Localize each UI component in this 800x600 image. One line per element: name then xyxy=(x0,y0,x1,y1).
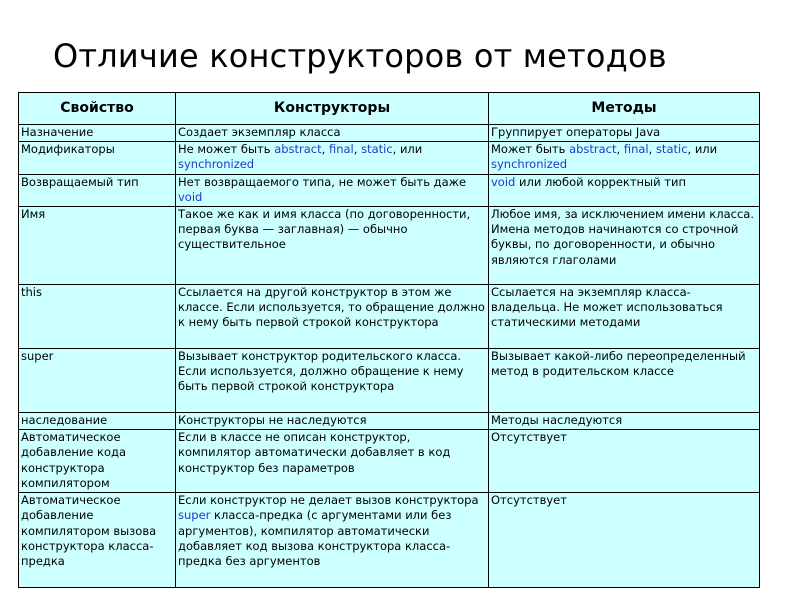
table-row xyxy=(19,430,760,493)
code-keyword: super xyxy=(178,508,211,523)
cell-text: Автоматическое добавление компилятором вызова конструктора класса-предка xyxy=(21,493,157,569)
cell-constructors xyxy=(176,207,489,285)
code-keyword: abstract xyxy=(274,142,322,157)
cell-text: Не может быть xyxy=(178,142,275,157)
table-row xyxy=(19,349,760,413)
table-row xyxy=(19,142,760,174)
table-row xyxy=(19,413,760,430)
code-keyword: synchronized xyxy=(178,157,255,172)
cell-text: , xyxy=(648,142,656,157)
code-keyword: static xyxy=(361,142,393,157)
table-row xyxy=(19,207,760,285)
cell-text: Автоматическое добавление кода конструктора компилятором xyxy=(21,430,127,490)
header-methods: Методы xyxy=(489,93,760,125)
cell-constructors xyxy=(176,174,489,206)
cell-text: Нет возвращаемого типа, не может быть даже xyxy=(178,174,467,189)
cell-constructors xyxy=(176,125,489,142)
comparison-table xyxy=(18,92,760,588)
cell-property xyxy=(19,349,176,413)
cell-methods xyxy=(489,430,760,493)
table-row xyxy=(19,285,760,349)
cell-text: Модификаторы xyxy=(21,142,115,157)
cell-methods xyxy=(489,285,760,349)
code-keyword: void xyxy=(491,174,516,189)
cell-property xyxy=(19,207,176,285)
cell-text: Если в классе не описан конструктор, компилятор автоматически добавляет в код конструктор без параметров xyxy=(178,430,451,475)
cell-text: Имя xyxy=(21,207,46,222)
cell-methods xyxy=(489,142,760,174)
cell-constructors xyxy=(176,349,489,413)
cell-constructors xyxy=(176,493,489,588)
cell-property xyxy=(19,125,176,142)
cell-text: , xyxy=(616,142,624,157)
cell-property xyxy=(19,413,176,430)
cell-text: , или xyxy=(392,142,423,157)
cell-text: Назначение xyxy=(21,125,94,139)
cell-constructors xyxy=(176,142,489,174)
cell-text: , xyxy=(353,142,362,157)
cell-text: наследование xyxy=(21,413,108,428)
cell-text: Такое же как и имя класса (по договоренности, первая буква — заглавная) — обычно существительное xyxy=(178,207,471,252)
cell-text: , xyxy=(321,142,329,157)
cell-text: super xyxy=(21,349,54,364)
cell-text: Может быть xyxy=(491,142,570,157)
cell-property xyxy=(19,174,176,206)
cell-methods xyxy=(489,349,760,413)
header-constructors: Конструкторы xyxy=(176,93,489,125)
code-keyword: final xyxy=(328,142,354,157)
cell-methods xyxy=(489,207,760,285)
table-row xyxy=(19,174,760,206)
cell-property xyxy=(19,493,176,588)
code-keyword: synchronized xyxy=(491,157,568,172)
cell-text: или любой корректный тип xyxy=(515,174,686,189)
slide-title: Отличие конструкторов от методов xyxy=(53,37,667,75)
cell-text: Создает экземпляр класса xyxy=(178,125,341,139)
cell-text: Вызывает какой-либо переопределенный метод в родительском классе xyxy=(491,349,746,379)
cell-methods xyxy=(489,125,760,142)
cell-constructors xyxy=(176,430,489,493)
header-property: Свойство xyxy=(19,93,176,125)
code-keyword: static xyxy=(655,142,688,157)
cell-text: Возвращаемый тип xyxy=(21,174,139,189)
cell-constructors xyxy=(176,285,489,349)
code-keyword: void xyxy=(178,189,203,204)
cell-methods xyxy=(489,174,760,206)
cell-methods xyxy=(489,493,760,588)
code-keyword: abstract xyxy=(569,142,617,157)
cell-text: Если конструктор не делает вызов конструктора xyxy=(178,493,479,508)
code-keyword: final xyxy=(623,142,649,157)
table-header-row xyxy=(19,93,760,125)
cell-text: Отсутствует xyxy=(491,430,567,445)
cell-property xyxy=(19,142,176,174)
cell-text: , или xyxy=(687,142,718,157)
table-row xyxy=(19,493,760,588)
cell-property xyxy=(19,285,176,349)
cell-property xyxy=(19,430,176,493)
cell-text: Методы наследуются xyxy=(491,413,623,428)
cell-text: Отсутствует xyxy=(491,493,567,508)
cell-text: Группирует операторы Java xyxy=(491,125,661,139)
cell-text: Ссылается на другой конструктор в этом же классе. Если используется, то обращение должно к нему быть первой строкой конструктора xyxy=(178,285,485,330)
cell-methods xyxy=(489,413,760,430)
cell-text: Вызывает конструктор родительского класса. Если используется, должно обращение к нему быть первой строкой конструктора xyxy=(178,349,464,394)
cell-text: Любое имя, за исключением имени класса. Имена методов начинаются со строчной буквы, по договоренности, и обычно являются глаголами xyxy=(491,207,754,267)
cell-text: Ссылается на экземпляр класса-владельца. Не может использоваться статическими методами xyxy=(491,285,723,330)
cell-text: класса-предка (с аргументами или без аргументов), компилятор автоматически добавляет код вызова конструктора класса-предка без аргументов xyxy=(178,508,452,569)
cell-constructors xyxy=(176,413,489,430)
table-row xyxy=(19,125,760,142)
cell-text: this xyxy=(21,285,42,300)
cell-text: Конструкторы не наследуются xyxy=(178,413,367,428)
